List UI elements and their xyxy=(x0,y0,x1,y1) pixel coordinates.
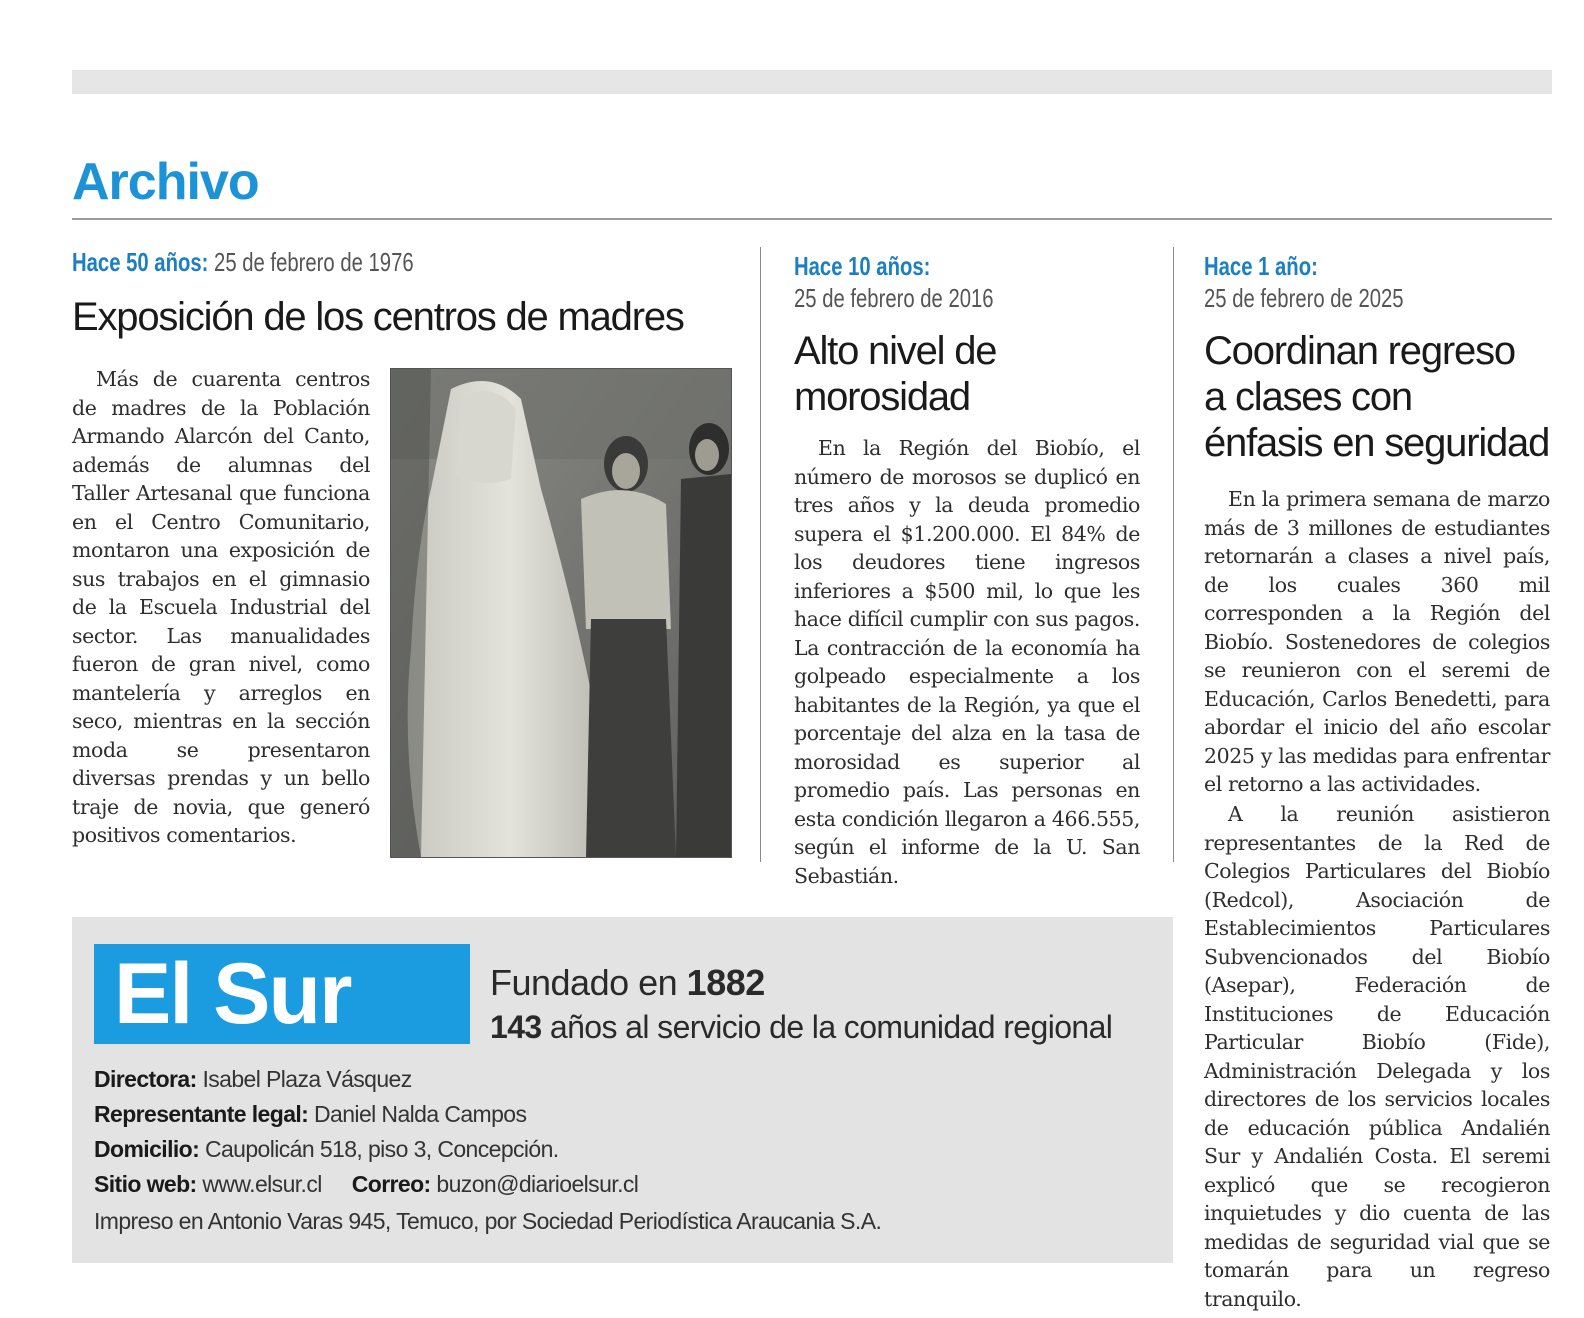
col1-body: Más de cuarenta centros de madres de la Población Armando Alarcón del Canto, además de alumnas del Taller Artesanal que funciona en el Centro Comunitario, montaron una exposición de sus trabajos en el gimnasio de la Escuela Industrial del sector. Las manualidades fueron de gran nivel, como mantelería y arreglos en seco, mientras en la sección moda se presentaron diversas prendas y un bello traje de novia, que generó positivos comentarios. xyxy=(72,367,370,847)
founded-prefix: Fundado en xyxy=(490,962,687,1003)
col3-headline-line3: énfasis en seguridad xyxy=(1204,421,1550,465)
col3-kicker-label: Hace 1 año: xyxy=(1204,251,1318,281)
address-key: Domicilio: xyxy=(94,1136,200,1162)
col2-kicker-date-row xyxy=(794,282,994,314)
director-value: Isabel Plaza Vásquez xyxy=(196,1066,412,1092)
col3-kicker-label-row xyxy=(1204,250,1318,282)
years-text: años al servicio de la comunidad regional xyxy=(541,1009,1113,1045)
printed-line: Impreso en Antonio Varas 945, Temuco, por Sociedad Periodística Araucania S.A. xyxy=(94,1208,882,1234)
contact-line xyxy=(94,1171,638,1198)
years-number: 143 xyxy=(490,1009,542,1045)
mail-key: Correo: xyxy=(351,1171,431,1197)
founded-year: 1882 xyxy=(686,962,765,1003)
section-rule xyxy=(72,218,1552,220)
col2-body: En la Región del Biobío, el número de morosos se duplicó en tres años y la deuda promedio supera el $1.200.000. El 84% de los deudores tiene ingresos inferiores a $500 mil, lo que les hace difícil cumplir con sus pagos. La contracción de la economía ha golpeado especialmente a los habitantes de la Región, ya que el porcentaje del alza en la tasa de morosidad es superior al promedio país. Las personas en esta condición llegaron a 466.555, según el informe de la U. San Sebastián. xyxy=(794,436,1140,888)
col1-kicker xyxy=(72,246,414,278)
address-line xyxy=(94,1136,559,1163)
brand-logo-box xyxy=(94,944,470,1044)
col3-kicker-date-row xyxy=(1204,282,1404,314)
col3-headline-line1: Coordinan regreso xyxy=(1204,329,1515,373)
section-title: Archivo xyxy=(72,153,259,211)
years-line xyxy=(490,1009,1112,1046)
col3-headline-line2: a clases con xyxy=(1204,375,1412,419)
col2-headline-line1: Alto nivel de xyxy=(794,329,997,373)
legal-rep-line xyxy=(94,1101,526,1128)
column-divider-1 xyxy=(760,247,761,862)
col1-kicker-label: Hace 50 años: xyxy=(72,247,209,277)
col1-kicker-date: 25 de febrero de 1976 xyxy=(214,247,414,277)
legal-value: Daniel Nalda Campos xyxy=(308,1101,527,1127)
col3-body-p2: A la reunión asistieron representantes de la Red de Colegios Particulares del Biobío (Redcol), Asociación de Establecimientos Particulares Subvencionados del Biobío (Asepar), Federación de Instituciones de Educación Particular Biobío (Fide), Administración Delegada y los directores de los servicios locales de educación pública Andalién Sur y Andalién Costa. El seremi explicó que se recogieron inquietudes y dio cuenta de las medidas de seguridad vial que se tomarán para un regreso tranquilo. xyxy=(1204,802,1550,1311)
col3-kicker-date: 25 de febrero de 2025 xyxy=(1204,283,1404,313)
founded-line xyxy=(490,962,765,1004)
col3-body-p1: En la primera semana de marzo más de 3 millones de estudiantes retornarán a clases a nivel país, de los cuales 360 mil corresponden a la Región del Biobío. Sostenedores de colegios se reunieron con el seremi de Educación, Carlos Benedetti, para abordar el inicio del año escolar 2025 y las medidas para enfrentar el retorno a las actividades. xyxy=(1204,487,1550,796)
director-line xyxy=(94,1066,412,1093)
col2-kicker-label: Hace 10 años: xyxy=(794,251,931,281)
col2-headline-line2: morosidad xyxy=(794,375,970,419)
brand-name: El Sur xyxy=(114,946,351,1042)
web-link[interactable]: www.elsur.cl xyxy=(196,1171,322,1197)
director-key: Directora: xyxy=(94,1066,197,1092)
mail-link[interactable]: buzon@diarioelsur.cl xyxy=(430,1171,639,1197)
col1-headline: Exposición de los centros de madres xyxy=(72,295,684,339)
col2-kicker-label-row xyxy=(794,250,930,282)
address-value: Caupolicán 518, piso 3, Concepción. xyxy=(199,1136,559,1162)
web-key: Sitio web: xyxy=(94,1171,197,1197)
archive-photo-bride xyxy=(390,368,732,858)
legal-key: Representante legal: xyxy=(94,1101,309,1127)
column-divider-2 xyxy=(1173,247,1174,862)
top-gray-bar xyxy=(72,70,1552,94)
col2-kicker-date: 25 de febrero de 2016 xyxy=(794,283,994,313)
